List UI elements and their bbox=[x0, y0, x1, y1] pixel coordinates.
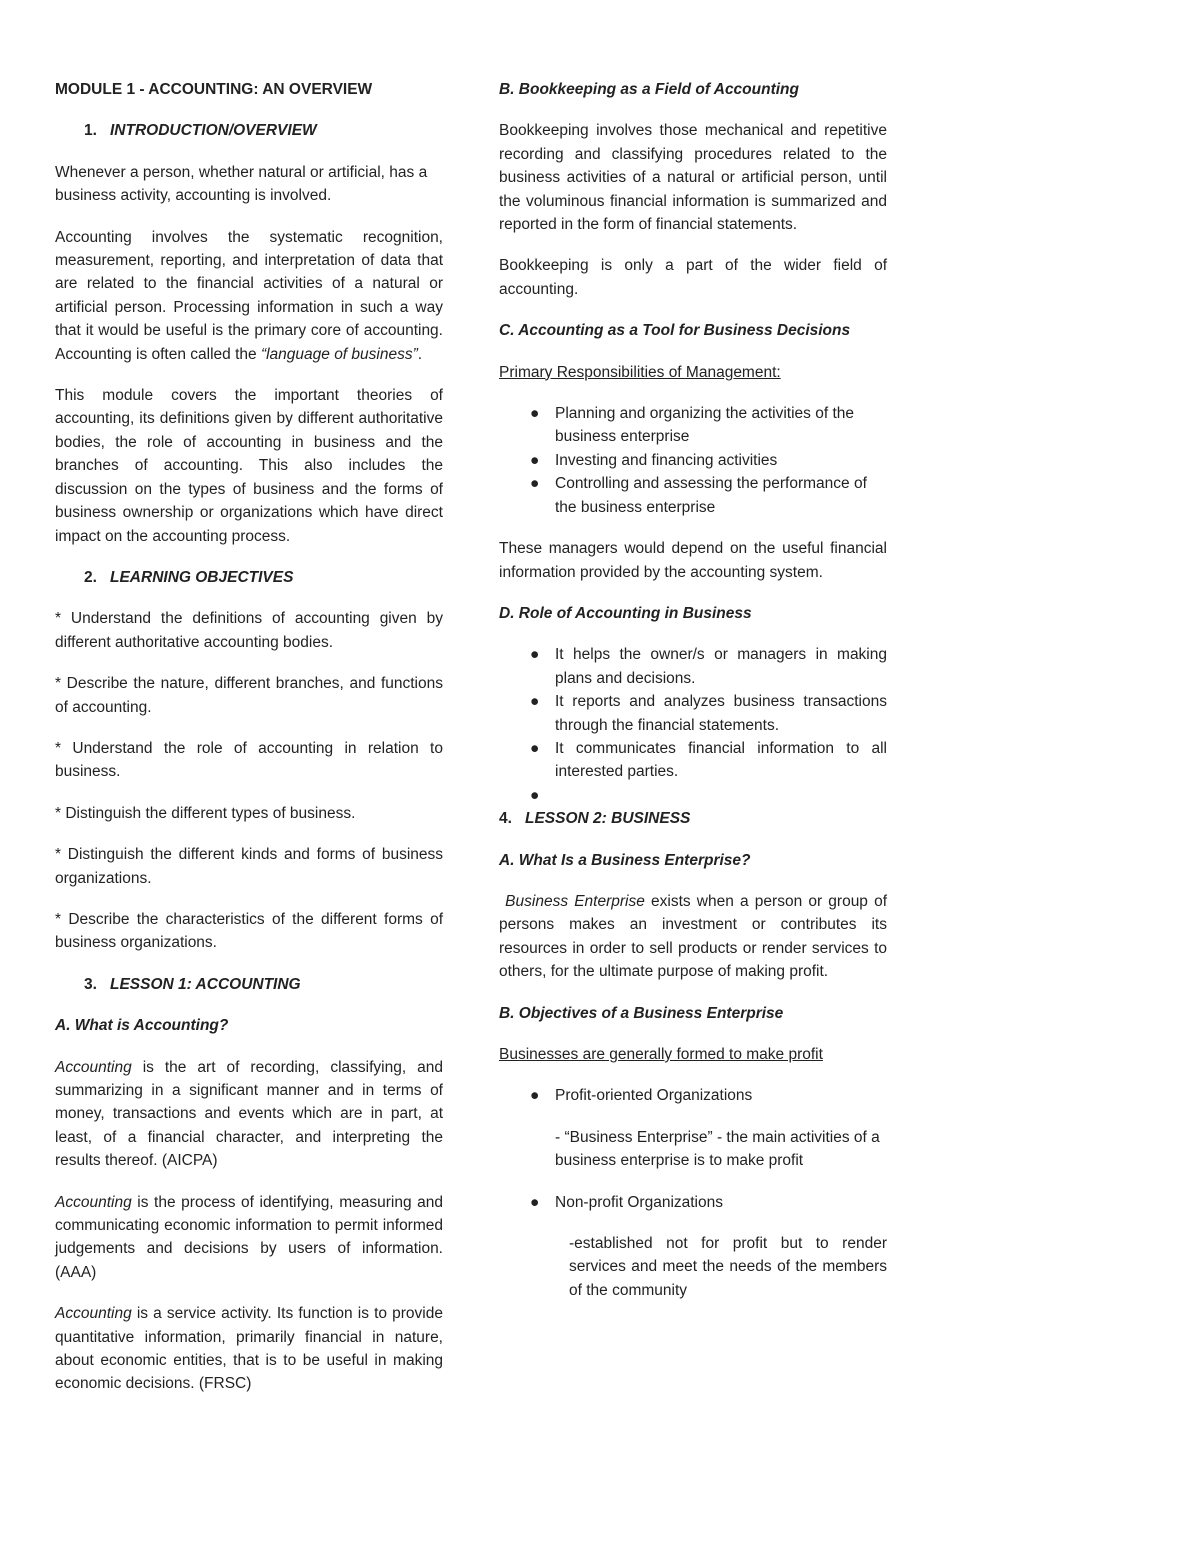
non-profit-description: -established not for profit but to render services and meet the needs of the members of the community bbox=[569, 1235, 887, 1299]
section-number: 2. bbox=[84, 568, 97, 586]
role-of-accounting-list bbox=[499, 643, 887, 807]
management-responsibilities-label: Primary Responsibilities of Management: bbox=[499, 363, 781, 381]
profit-oriented-description: - “Business Enterprise” - the main activities of a business enterprise is to make profit bbox=[555, 1128, 880, 1170]
list-item: ● It reports and analyzes business transactions through the financial statements. bbox=[499, 690, 887, 737]
list-item: ● Non-profit Organizations bbox=[499, 1191, 887, 1214]
intro-paragraph-1: Whenever a person, whether natural or artificial, has a business activity, accounting is involved. bbox=[55, 163, 428, 205]
bullet-icon: ● bbox=[530, 451, 540, 469]
bullet-icon: ● bbox=[530, 405, 540, 423]
objective-item: * Understand the definitions of accounting given by different authoritative accounting bodies. bbox=[55, 610, 443, 651]
section-heading-lesson-1 bbox=[84, 973, 443, 996]
module-title: MODULE 1 - ACCOUNTING: AN OVERVIEW bbox=[55, 81, 373, 98]
list-item bbox=[499, 784, 887, 807]
subheading-role-of-accounting: D. Role of Accounting in Business bbox=[499, 604, 752, 622]
profit-oriented-list bbox=[499, 1084, 887, 1107]
bullet-icon: ● bbox=[530, 475, 540, 493]
bullet-icon: ● bbox=[530, 739, 540, 757]
objective-item: * Distinguish the different types of business. bbox=[55, 804, 356, 822]
section-title: LESSON 1: ACCOUNTING bbox=[110, 975, 301, 993]
intro-paragraph-3: This module covers the important theories of accounting, its definitions given by different authoritative bodies, the role of accounting in business and the branches of accounting. This also includes the discussion on the types of business and the forms of business ownership or organizations which have direct impact on the accounting process. bbox=[55, 387, 443, 545]
section-number: 4. bbox=[499, 810, 512, 828]
subheading-what-is-accounting: A. What is Accounting? bbox=[55, 1017, 229, 1035]
objective-item: * Describe the characteristics of the different forms of business organizations. bbox=[55, 910, 443, 952]
list-item: ● It helps the owner/s or managers in making plans and decisions. bbox=[499, 643, 887, 690]
management-responsibilities-list bbox=[499, 402, 887, 519]
objective-item: * Understand the role of accounting in relation to business. bbox=[55, 739, 443, 781]
objective-item: * Distinguish the different kinds and forms of business organizations. bbox=[55, 846, 443, 887]
section-heading-objectives bbox=[84, 566, 443, 589]
left-column bbox=[55, 78, 443, 1414]
intro-paragraph-2: Accounting involves the systematic recognition, measurement, reporting, and interpretation of data that are related to the financial activities of a natural or artificial person. Processing information in such a way that it would be useful is the primary core of accounting. Accounting is often called the “language of business”. bbox=[55, 228, 443, 363]
definition-aicpa: Accounting is the art of recording, classifying, and summarizing in a significant manner and in terms of money, transactions and events which are in part, at least, of a financial character, and interpreting the results thereof. (AICPA) bbox=[55, 1058, 443, 1170]
business-enterprise-paragraph: Business Enterprise exists when a person or group of persons makes an investment or contributes its resources in order to sell products or render services to others, for the ultimate purpose of making profit. bbox=[499, 892, 888, 981]
list-item: ● It communicates financial information to all interested parties. bbox=[499, 737, 887, 784]
list-item: ● Profit-oriented Organizations bbox=[499, 1084, 887, 1107]
bullet-icon: ● bbox=[530, 1193, 540, 1211]
bullet-icon: ● bbox=[530, 693, 540, 711]
subheading-objectives-business: B. Objectives of a Business Enterprise bbox=[499, 1004, 784, 1022]
list-item: ● Planning and organizing the activities of the business enterprise bbox=[499, 402, 887, 449]
subheading-business-decisions: C. Accounting as a Tool for Business Decisions bbox=[499, 322, 851, 340]
section-heading-lesson-2 bbox=[499, 807, 887, 830]
section-number: 1. bbox=[84, 122, 97, 140]
section-heading-introduction bbox=[84, 119, 443, 142]
list-item: ● Investing and financing activities bbox=[499, 449, 887, 472]
subheading-bookkeeping: B. Bookkeeping as a Field of Accounting bbox=[499, 81, 799, 98]
bullet-icon: ● bbox=[530, 646, 540, 664]
right-column bbox=[499, 78, 887, 1320]
bookkeeping-paragraph-2: Bookkeeping is only a part of the wider field of accounting. bbox=[499, 257, 887, 298]
profit-statement: Businesses are generally formed to make profit bbox=[499, 1045, 823, 1063]
definition-aaa: Accounting is the process of identifying, measuring and communicating economic information to permit informed judgements and decisions by users of information. (AAA) bbox=[55, 1193, 443, 1281]
bookkeeping-paragraph-1: Bookkeeping involves those mechanical and repetitive recording and classifying procedures related to the business activities of a natural or artificial person, until the voluminous financial information is summarized and reported in the form of financial statements. bbox=[499, 122, 887, 234]
section-title: LESSON 2: BUSINESS bbox=[525, 810, 691, 828]
non-profit-list bbox=[499, 1191, 887, 1214]
objective-item: * Describe the nature, different branches, and functions of accounting. bbox=[55, 675, 443, 716]
definition-frsc: Accounting is a service activity. Its function is to provide quantitative information, primarily financial in nature, about economic entities, that is to be useful in making economic decisions. (FRSC) bbox=[55, 1305, 443, 1393]
bullet-icon: ● bbox=[530, 1087, 540, 1105]
section-title: LEARNING OBJECTIVES bbox=[110, 568, 294, 586]
bullet-icon: ● bbox=[530, 786, 540, 804]
section-number: 3. bbox=[84, 975, 97, 993]
section-title: INTRODUCTION/OVERVIEW bbox=[110, 122, 317, 140]
managers-paragraph: These managers would depend on the useful financial information provided by the accounting system. bbox=[499, 540, 887, 581]
subheading-business-enterprise: A. What Is a Business Enterprise? bbox=[499, 851, 751, 869]
list-item: ● Controlling and assessing the performance of the business enterprise bbox=[499, 472, 887, 519]
